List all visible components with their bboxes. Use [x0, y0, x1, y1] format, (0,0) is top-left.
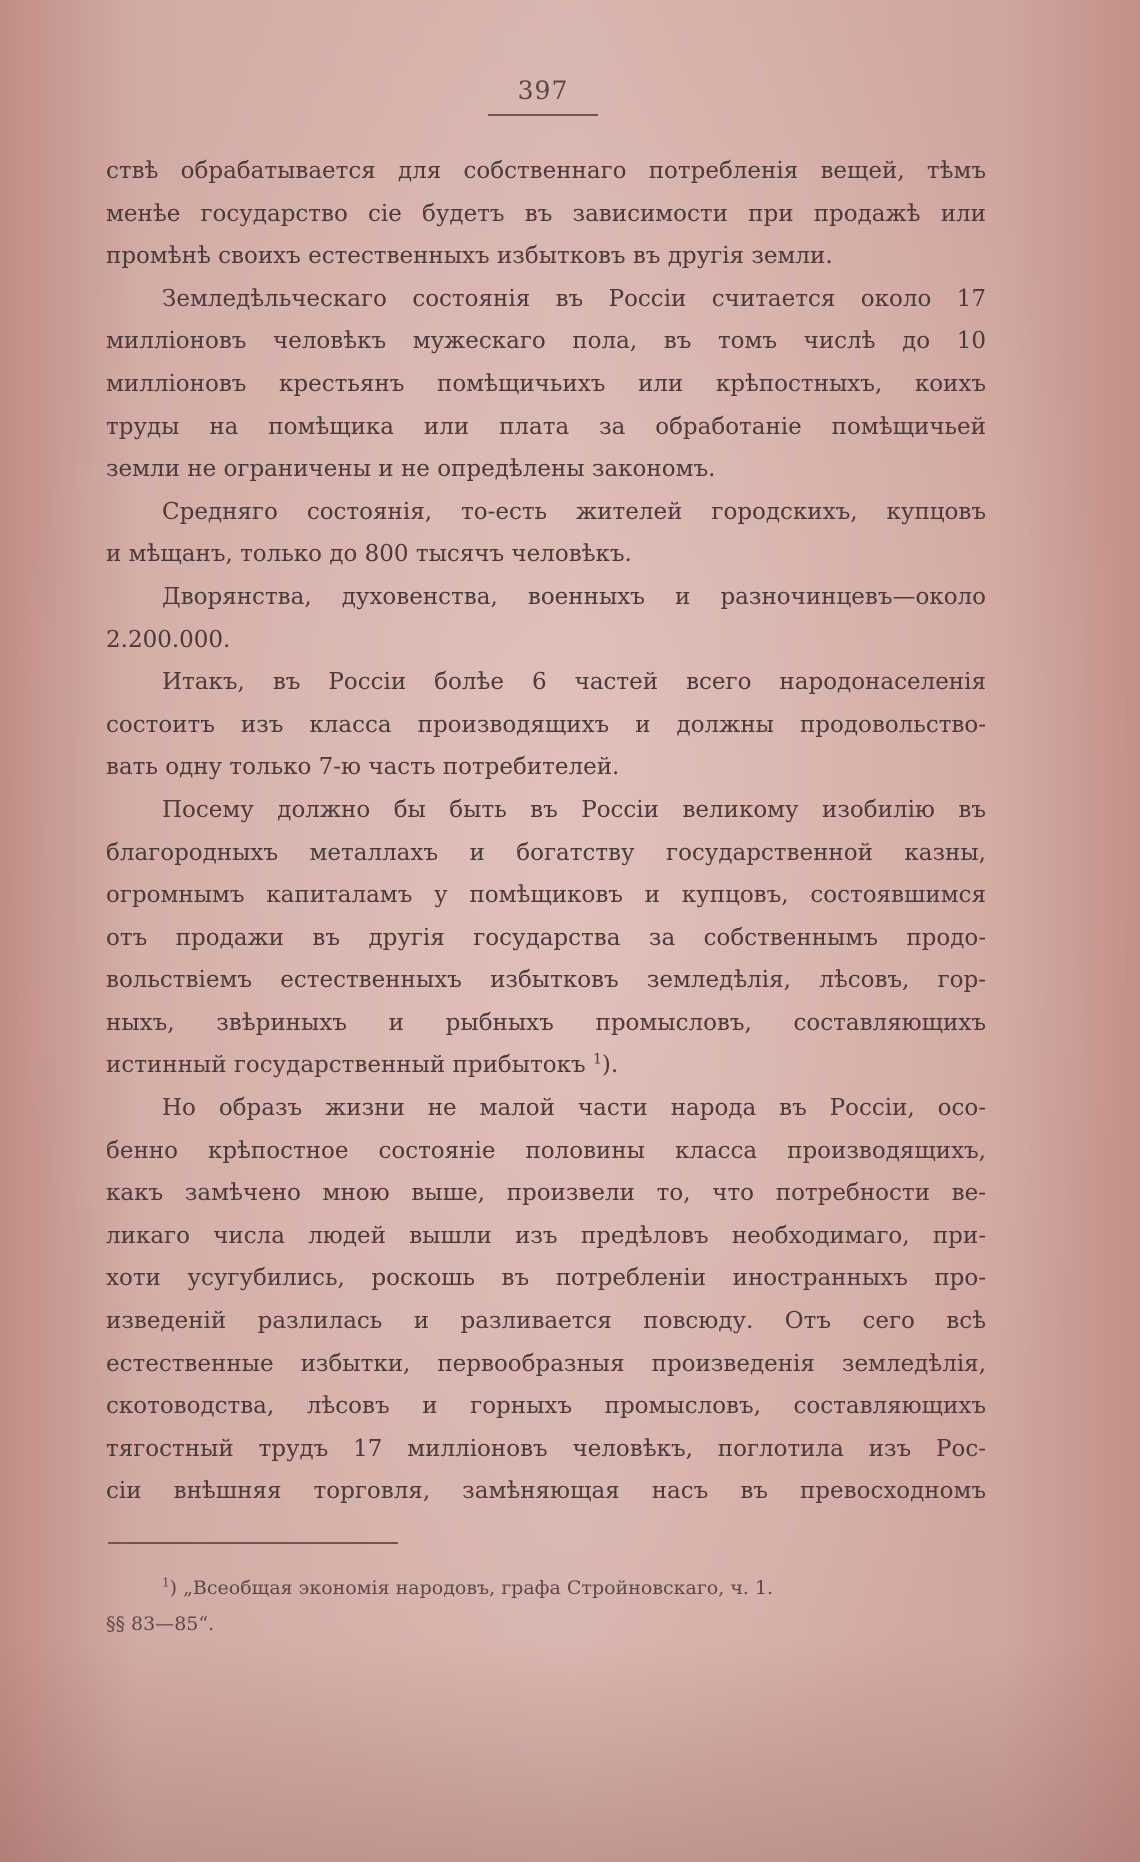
text-line: менѣе государство сіе будетъ въ зависимости при продажѣ или	[106, 200, 986, 227]
text-line: вать одну только 7-ю часть потребителей.	[106, 754, 620, 781]
text-line: состоитъ изъ класса производящихъ и должны продовольство-	[106, 711, 986, 738]
text-line: и мѣщанъ, только до 800 тысячъ человѣкъ.	[106, 541, 632, 568]
page-number: 397	[517, 76, 569, 105]
text-line: изведеній разлилась и разливается повсюду. Отъ сего всѣ	[106, 1308, 986, 1335]
text-line-with-footnote-ref	[106, 1044, 986, 1087]
text-line: скотоводства, лѣсовъ и горныхъ промысловъ, составляющихъ	[106, 1393, 986, 1420]
text-line: бенно крѣпостное состояніе половины класса производящихъ,	[106, 1137, 986, 1164]
footnote	[106, 1570, 986, 1642]
text-line: 2.200.000.	[106, 626, 231, 653]
text-line: земли не ограничены и не опредѣлены закономъ.	[106, 456, 716, 483]
text-line: Земледѣльческаго состоянія въ Россіи считается около 17	[162, 285, 986, 312]
footnote-line: §§ 83—85“.	[106, 1613, 215, 1635]
text-line: промѣнѣ своихъ естественныхъ избытковъ въ другія земли.	[106, 243, 833, 270]
body-text	[106, 150, 986, 1513]
footnote-separator	[108, 1542, 398, 1544]
text-line: Посему должно бы быть въ Россіи великому изобилію въ	[162, 796, 986, 823]
text-line: ныхъ, звѣриныхъ и рыбныхъ промысловъ, составляющихъ	[106, 1009, 986, 1036]
text-line: Итакъ, въ Россіи болѣе 6 частей всего народонаселенія	[162, 669, 986, 696]
text-line-content: истинный государственный прибытокъ	[106, 1052, 586, 1079]
text-line: какъ замѣчено мною выше, произвели то, что потребности ве-	[106, 1180, 986, 1207]
text-line: благородныхъ металлахъ и богатству государственной казны,	[106, 839, 986, 866]
text-line: ликаго числа людей вышли изъ предѣловъ необходимаго, при-	[106, 1222, 986, 1249]
page-number-rule	[488, 114, 598, 116]
text-line: естественные избытки, первообразныя произведенія земледѣлія,	[106, 1350, 986, 1377]
footnote-line	[106, 1570, 986, 1606]
text-line: ствѣ обрабатывается для собственнаго потребленія вещей, тѣмъ	[106, 158, 986, 184]
footnote-reference-suffix: ).	[601, 1052, 619, 1079]
text-line: Средняго состоянія, то-есть жителей городскихъ, купцовъ	[162, 498, 986, 525]
text-line: тягостный трудъ 17 милліоновъ человѣкъ, поглотила изъ Рос-	[106, 1435, 986, 1462]
text-line: хоти усугубились, роскошь въ потребленіи иностранныхъ про-	[106, 1265, 986, 1292]
text-line: Но образъ жизни не малой части народа въ Россіи, осо-	[162, 1095, 986, 1122]
footnote-marker: 1	[162, 1575, 170, 1590]
text-line: вольствіемъ естественныхъ избытковъ земледѣлія, лѣсовъ, гор-	[106, 967, 986, 994]
text-line: отъ продажи въ другія государства за собственнымъ продо-	[106, 924, 986, 951]
footnote-text: ) „Всеобщая экономія народовъ, графа Стройновскаго, ч. 1.	[169, 1577, 774, 1599]
text-line: огромнымъ капиталамъ у помѣщиковъ и купцовъ, состоявшимся	[106, 882, 986, 909]
text-line: Дворянства, духовенства, военныхъ и разночинцевъ—около	[162, 583, 986, 610]
text-line: милліоновъ человѣкъ мужескаго пола, въ томъ числѣ до 10	[106, 328, 986, 355]
footnote-reference[interactable]: 1	[592, 1051, 602, 1068]
text-line: милліоновъ крестьянъ помѣщичьихъ или крѣпостныхъ, коихъ	[106, 370, 986, 397]
text-line: сіи внѣшняя торговля, замѣняющая насъ въ превосходномъ	[106, 1478, 986, 1505]
text-line: труды на помѣщика или плата за обработаніе помѣщичьей	[106, 413, 986, 440]
